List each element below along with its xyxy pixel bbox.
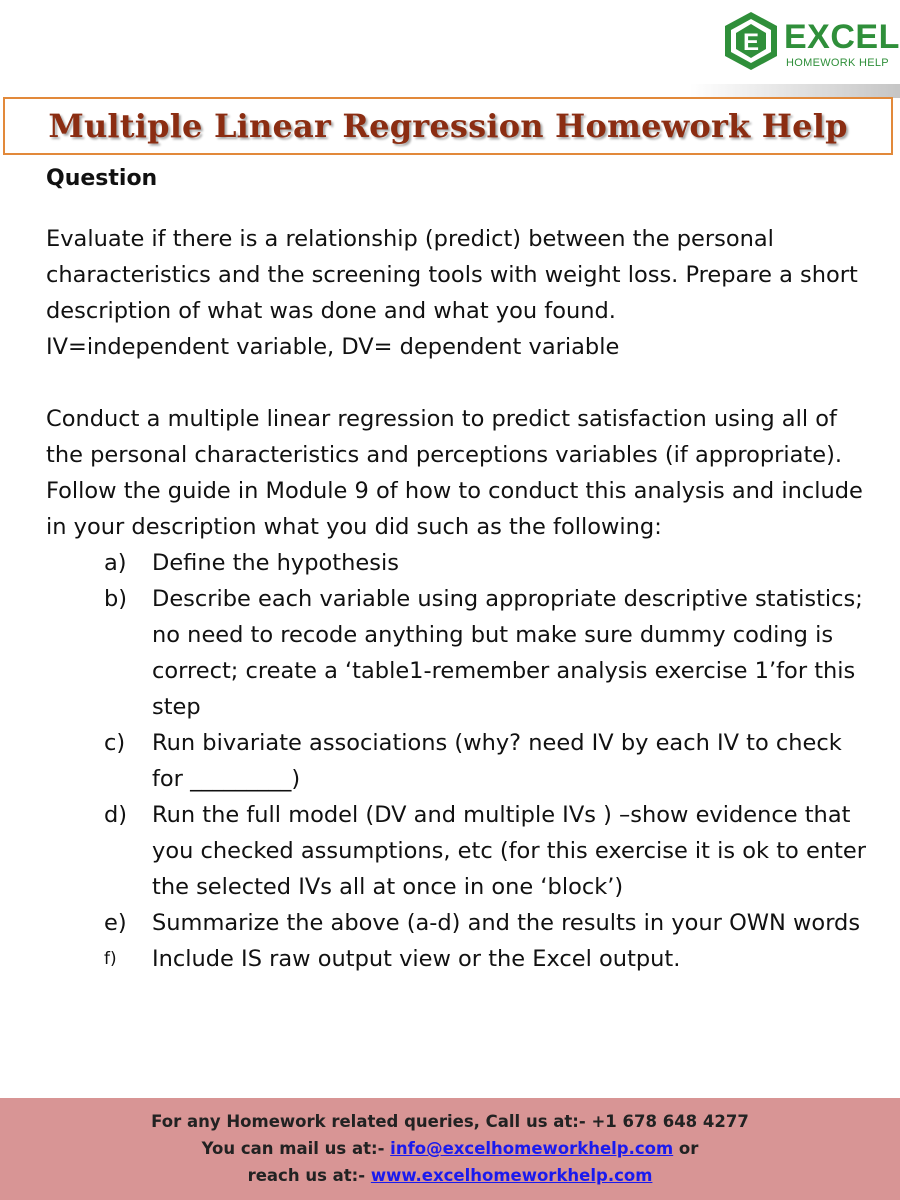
list-item-text: Run the full model (DV and multiple IVs ) –show evidence that you checked assumptions, etc (for this exercise it is ok to enter the selected IVs all at once in one ‘block’) <box>152 802 866 900</box>
list-item-text: Run bivariate associations (why? need IV by each IV to check for _________) <box>152 730 842 792</box>
hexagon-logo-icon <box>722 10 780 72</box>
svg-text:E: E <box>742 29 760 56</box>
footer-website-prefix: reach us at:- <box>247 1166 371 1185</box>
paragraph-iv-dv: IV=independent variable, DV= dependent variable <box>46 334 620 360</box>
footer-email-line <box>0 1135 900 1162</box>
paragraph-guide: Follow the guide in Module 9 of how to conduct this analysis and include in your description what you did such as the following: <box>46 478 863 540</box>
list-item-text: Summarize the above (a-d) and the results in your OWN words <box>152 910 861 936</box>
list-item <box>104 941 866 977</box>
email-link[interactable]: info@excelhomeworkhelp.com <box>390 1139 674 1158</box>
question-heading: Question <box>46 166 158 191</box>
list-marker: e) <box>104 910 127 936</box>
footer-email-prefix: You can mail us at:- <box>201 1139 391 1158</box>
list-item <box>104 797 866 905</box>
footer-website-line <box>0 1162 900 1189</box>
title-box <box>3 97 893 155</box>
question-content <box>46 166 866 977</box>
list-item <box>104 545 866 581</box>
list-marker: c) <box>104 730 126 756</box>
title-decoration <box>690 84 900 98</box>
list-item <box>104 725 866 797</box>
excel-homework-help-logo <box>722 8 900 74</box>
task-list <box>46 545 866 977</box>
list-marker: f) <box>104 949 117 969</box>
paragraph-regression: Conduct a multiple linear regression to predict satisfaction using all of the personal characteristics and perceptions variables (if appropriate). <box>46 406 843 468</box>
list-item <box>104 581 866 725</box>
page-title: Multiple Linear Regression Homework Help <box>48 107 848 145</box>
logo-brand-text: EXCEL <box>784 18 900 56</box>
list-item-text: Define the hypothesis <box>152 550 399 576</box>
contact-footer <box>0 1098 900 1200</box>
footer-email-suffix: or <box>673 1139 699 1158</box>
list-marker: d) <box>104 802 128 828</box>
list-marker: b) <box>104 586 128 612</box>
website-link[interactable]: www.excelhomeworkhelp.com <box>370 1166 653 1185</box>
list-item-text: Describe each variable using appropriate descriptive statistics; no need to recode anything but make sure dummy coding is correct; create a ‘table1-remember analysis exercise 1’for this step <box>152 586 863 720</box>
logo-tagline: HOMEWORK HELP <box>786 57 889 69</box>
list-marker: a) <box>104 550 127 576</box>
paragraph-intro: Evaluate if there is a relationship (predict) between the personal characteristics and the screening tools with weight loss. Prepare a short description of what was done and what you found. <box>46 226 858 324</box>
footer-phone-line: For any Homework related queries, Call us at:- +1 678 648 4277 <box>151 1112 749 1131</box>
list-item-text: Include IS raw output view or the Excel output. <box>152 946 681 972</box>
list-item <box>104 905 866 941</box>
